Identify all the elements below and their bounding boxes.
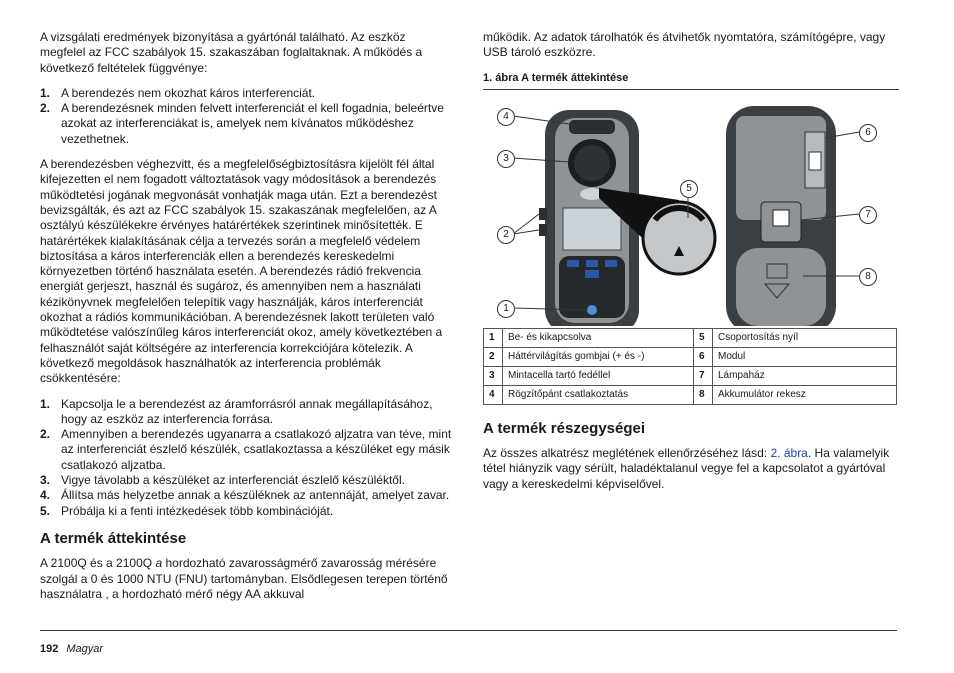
table-row: 1 Be- és kikapcsolva 5 Csoportosítás nyíl [484,328,897,347]
callout-1: 1 [497,300,515,318]
overview-paragraph: A 2100Q és a 2100Q a hordozható zavarosságmérő zavarosság mérésére szolgál a 0 és 1000 NTU (FNU) tartományban. Elsődlegesen terepen történő használatra , a hordozható mérő négy AA akkuval [40,556,448,601]
list-item: 3. Vigye távolabb a készüléket az interferenciát észlelő készüléktől. [40,473,405,488]
measures-list [40,397,452,519]
table-row: 3 Mintacella tartó fedéllel 7 Lámpaház [484,366,897,385]
list-item: 1. A berendezés nem okozhat káros interferenciát. [40,85,316,100]
table-row: 2 Háttérvilágítás gombjai (+ és -) 6 Modul [484,347,897,366]
figure-caption: 1. ábra A termék áttekintése [483,71,899,90]
list-item: 2. Amennyiben a berendezés ugyanarra a csatlakozó aljzatra van téve, mint az interferenciát észlelő készülék, csatlakoztassa a készüléket egy másik csatlakozó aljzatba. [40,427,452,472]
page-number: 192 [40,643,59,655]
right-column [483,30,899,502]
footer-divider [40,630,897,631]
callout-2: 2 [497,226,515,244]
figure-2-link[interactable]: 2. ábra [770,446,808,461]
page-footer [40,643,103,655]
fcc-paragraph: A berendezésben véghezvitt, és a megfelelőségbiztosításra kijelölt fél által kifejezetten el nem fogadott változtatások vagy módosítások a berendezés működtetési jogának megvonását vonhatják maga után. Ezt a berendezést bevizsgálták, és azt az FCC szabályok 15. szakaszának megfelelően, az A osztályú készülékekre érvényes határértékek szerintinek minősítették. E határértékek kialakításának célja a tervezés során a megfelelő védelem biztosítása a káros interferenciák ellen a berendezés kereskedelmi környezetben történő használata esetén. A berendezés rádió frekvencia energiát gerjeszt, használ és sugároz, és amennyiben nem a használati kézikönyvnek megfelelően telepítik vagy használják, káros interferenciát okozhat a rádiós kommunikációban. A berendezésnek lakott területen való működtetése valószínűleg káros interferenciát okoz, amely következtében a felhasználót saját költségére az interferencia korrekciójára kötelezik. A következő megoldások használhatók az interferencia problémák csökkentésére: [40,157,443,386]
footer-language: Magyar [66,643,104,655]
table-row: 4 Rögzítőpánt csatlakoztatás 8 Akkumulátor rekesz [484,385,897,404]
figure-legend-table [483,328,897,405]
callout-6: 6 [859,124,877,142]
list-item: 2. A berendezésnek minden felvett interferenciát el kell fogadnia, beleértve azokat az interferenciákat is, amelyek nem kívánatos működéshez vezethetnek. [40,101,444,146]
left-column [40,30,452,612]
callout-8: 8 [859,268,877,286]
product-figure [483,90,899,326]
section-heading-overview: A termék áttekintése [40,529,187,547]
device-illustration [483,90,899,326]
list-item: 5. Próbálja ki a fenti intézkedések több kombinációját. [40,503,334,518]
fcc-intro: A vizsgálati eredmények bizonyítása a gyártónál található. Az eszköz megfelel az FCC szabályok 15. szakaszában foglaltaknak. A működés a következő feltételek függvénye: [40,30,423,75]
conditions-list [40,86,452,147]
callout-5: 5 [680,180,698,198]
section-heading-parts: A termék részegységei [483,419,646,437]
callout-4: 4 [497,108,515,126]
device-back [726,106,836,326]
continuation-paragraph: működik. Az adatok tárolhatók és átvihetők nyomtatóra, számítógépre, vagy USB tároló eszközre. [483,30,886,60]
callout-3: 3 [497,150,515,168]
parts-paragraph: Az összes alkatrész meglétének ellenőrzéséhez lásd: 2. ábra. Ha valamelyik tétel hiányzik vagy sérült, haladéktalanul vegye fel a kapcsolatot a gyártóval vagy a kereskedelmi képviselővel. [483,446,890,491]
list-item: 4. Állítsa más helyzetbe annak a készüléknek az antennáját, amelyet zavar. [40,488,450,503]
callout-7: 7 [859,206,877,224]
list-item: 1. Kapcsolja le a berendezést az áramforrásról annak megállapításához, hogy az eszköz az interferencia forrása. [40,396,433,426]
